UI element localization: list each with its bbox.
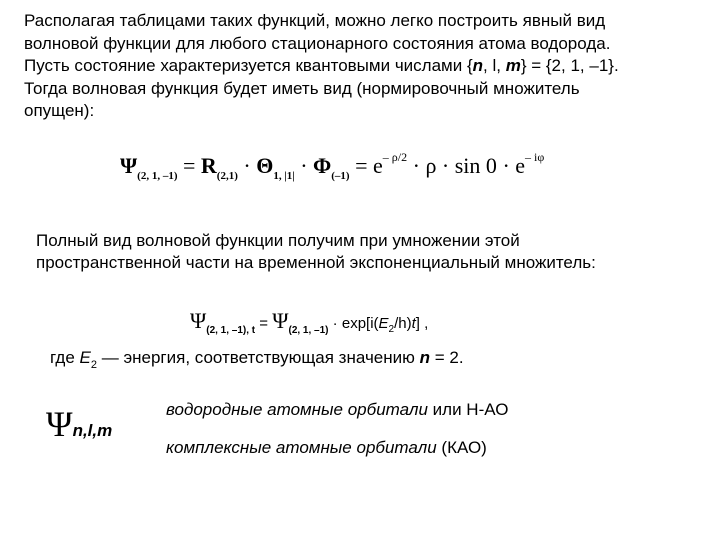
paragraph-line: Тогда волновая функция будет иметь вид (нормировочный множитель	[24, 78, 580, 98]
paragraph-line: Полный вид волновой функции получим при умножении этой	[36, 231, 520, 250]
theta-symbol: Θ	[256, 153, 274, 178]
exp-base: e	[373, 153, 383, 178]
phi-symbol: Φ	[313, 153, 332, 178]
time-wavefunction-equation: $\Psi_{(2, 1, -1), t} = \Psi_{(2, 1, -1)} \cdot \exp[i(E_2/h)t]$ ,	[190, 308, 429, 336]
energy-subscript: 2	[90, 359, 98, 371]
text: } = {2, 1, –1}.	[520, 56, 619, 75]
psi-symbol: Ψ	[190, 308, 207, 333]
orbital-term: водородные атомные орбитали	[166, 400, 428, 419]
paragraph-line: опущен):	[24, 101, 95, 120]
text: Пусть состояние характеризуется квантовыми числами {	[24, 56, 473, 75]
time-symbol: t	[411, 315, 416, 332]
quantum-l: l	[492, 56, 497, 75]
radial-subscript: (2,1)	[216, 170, 238, 182]
paragraph-line: Располагая таблицами таких функций, можно легко построить явный вид	[24, 11, 606, 30]
radial-symbol: R	[200, 153, 217, 178]
psi-symbol: Ψ	[272, 308, 289, 333]
energy-symbol: E	[79, 348, 91, 367]
energy-subscript: 2	[388, 324, 395, 335]
psi-nlm	[46, 403, 112, 445]
quantum-n: n	[419, 348, 431, 367]
exp-power: – iφ	[525, 150, 545, 164]
paragraph-line: волновой функции для любого стационарного состояния атома водорода.	[24, 33, 611, 53]
psi-symbol: Ψ	[120, 153, 138, 178]
psi-subscript: (2, 1, –1)	[137, 170, 178, 182]
energy-symbol: E	[378, 315, 389, 332]
wavefunction-equation: $\Psi_{(2, 1, -1)} = R_{(2,1)} \cdot \Theta_{1, |1|} \cdot \Phi_{(-1)} = e^{- \rho/2} \cdot \rho \cdot \sin 0 \cdot e^{- i\varphi}$	[120, 150, 545, 182]
orbital-label-complex: комплексные атомные орбитали (КАО)	[166, 438, 487, 457]
orbital-label-hydrogen: водородные атомные орбитали или Н-АО	[166, 400, 509, 419]
quantum-m: m	[505, 56, 521, 75]
phi-subscript: (–1)	[331, 170, 350, 182]
energy-note: где $E_2$ — энергия, соответствующая значению n = 2.	[50, 348, 464, 371]
theta-subscript: 1, |1|	[273, 170, 295, 182]
rho-symbol: ρ	[425, 153, 437, 178]
paragraph-line: пространственной части на временной экспоненциальный множитель:	[36, 253, 596, 272]
paragraph-time	[36, 230, 696, 274]
psi-indices: n,l,m	[72, 421, 113, 440]
psi-subscript: (2, 1, –1), t	[206, 325, 256, 336]
paragraph-line: Пусть состояние характеризуется квантовыми числами {n, l, m} = {2, 1, –1}.	[24, 56, 619, 75]
quantum-n: n	[472, 56, 484, 75]
exp-power: – ρ/2	[382, 150, 408, 164]
exp-base: e	[515, 153, 526, 178]
orbital-term: комплексные атомные орбитали	[166, 438, 437, 457]
paragraph-intro	[24, 10, 684, 123]
psi-subscript: (2, 1, –1)	[288, 325, 329, 336]
psi-symbol: Ψ	[46, 404, 73, 444]
sine-term: sin 0	[454, 153, 497, 178]
